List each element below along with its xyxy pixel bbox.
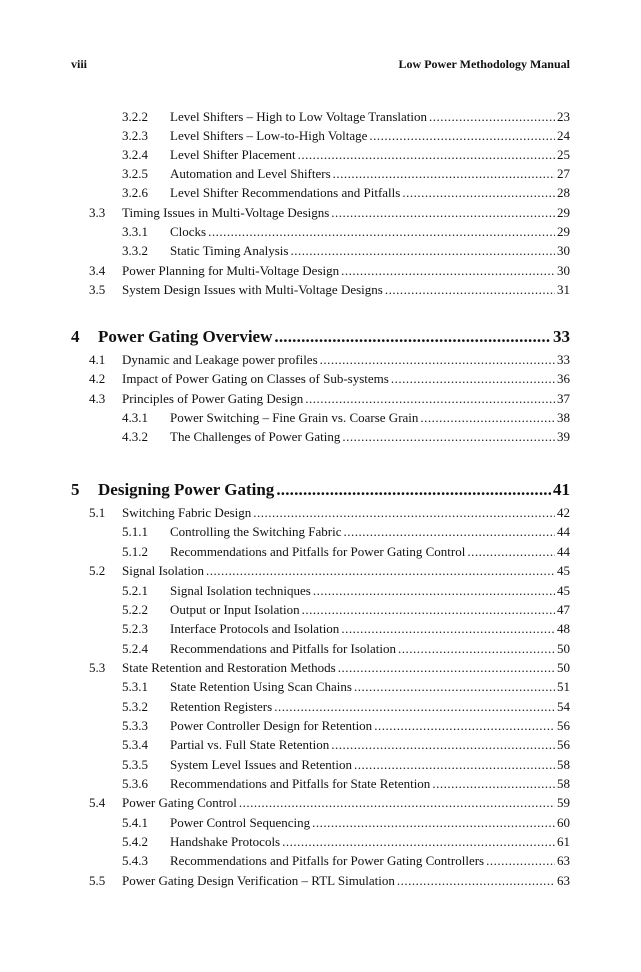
toc-entry	[122, 776, 570, 792]
toc-entry	[122, 109, 570, 125]
toc-entry-page: 33	[557, 352, 570, 367]
toc-entry-page: 48	[557, 621, 570, 636]
toc-entry-page: 30	[557, 263, 570, 278]
toc-entry-title: Clocks	[170, 224, 207, 239]
toc-entry-number: 3.4	[89, 263, 106, 278]
toc-entry-number: 3.2.5	[122, 166, 148, 181]
dot-leader	[302, 602, 555, 618]
toc-entry-title: System Design Issues with Multi-Voltage Designs	[122, 282, 383, 297]
toc-entry	[122, 147, 570, 163]
toc-entry-page: 41	[553, 480, 570, 499]
toc-entry-number: 5.4.3	[122, 853, 148, 868]
toc-entry-title: Recommendations and Pitfalls for Isolation	[170, 641, 397, 656]
toc-entry-title: Automation and Level Shifters	[170, 166, 331, 181]
toc-entry-number: 5	[71, 480, 80, 499]
toc-entry	[89, 282, 570, 298]
dot-leader	[298, 147, 555, 163]
dot-leader	[432, 776, 555, 792]
dot-leader	[312, 815, 555, 831]
toc-entry-number: 5.2.2	[122, 602, 148, 617]
toc-entry-number: 3.3	[89, 205, 106, 220]
toc-entry-page: 56	[557, 718, 570, 733]
toc-entry	[89, 263, 570, 279]
toc-entry-number: 5.2.4	[122, 641, 148, 656]
toc-entry-number: 5.3.4	[122, 737, 148, 752]
dot-leader	[354, 679, 555, 695]
dot-leader	[305, 391, 555, 407]
toc-entry-number: 4.1	[89, 352, 106, 367]
toc-entry-title: Handshake Protocols	[170, 834, 281, 849]
toc-entry-number: 5.2	[89, 563, 106, 578]
dot-leader	[313, 583, 555, 599]
toc-entry-number: 3.5	[89, 282, 106, 297]
toc-entry-number: 5.4	[89, 795, 106, 810]
toc-entry-number: 5.3	[89, 660, 106, 675]
toc-entry-number: 3.3.1	[122, 224, 148, 239]
toc-entry-page: 28	[557, 185, 570, 200]
dot-leader	[391, 371, 555, 387]
toc-entry-title: Output or Input Isolation	[170, 602, 300, 617]
toc-entry-page: 31	[557, 282, 570, 297]
toc-entry-number: 3.2.4	[122, 147, 148, 162]
toc-entry-title: System Level Issues and Retention	[170, 757, 352, 772]
toc-entry-page: 59	[557, 795, 570, 810]
toc-entry-number: 5.1	[89, 505, 106, 520]
toc-entry-title: Switching Fabric Design	[122, 505, 252, 520]
toc-entry-page: 37	[557, 391, 570, 406]
dot-leader	[420, 410, 555, 426]
toc-entry	[122, 641, 570, 657]
toc-entry-title: Level Shifter Placement	[170, 147, 296, 162]
toc-entry	[122, 185, 570, 201]
toc-entry	[122, 410, 570, 426]
toc-entry	[122, 602, 570, 618]
toc-entry-number: 5.1.2	[122, 544, 148, 559]
dot-leader	[369, 128, 555, 144]
toc-entry-title: Power Controller Design for Retention	[170, 718, 373, 733]
toc-entry-page: 27	[557, 166, 570, 181]
toc-entry-number: 4.3.2	[122, 429, 148, 444]
toc-entry-title: Power Gating Design Verification – RTL Simulation	[122, 873, 395, 888]
toc-entry-title: Signal Isolation techniques	[170, 583, 311, 598]
toc-entry-title: The Challenges of Power Gating	[170, 429, 341, 444]
toc-entry	[89, 205, 570, 221]
toc-entry-title: Principles of Power Gating Design	[122, 391, 304, 406]
toc-entry-page: 58	[557, 757, 570, 772]
dot-leader	[276, 479, 551, 501]
toc-entry	[122, 834, 570, 850]
toc-entry-title: Power Switching – Fine Grain vs. Coarse Grain	[170, 410, 419, 425]
toc-entry-title: Timing Issues in Multi-Voltage Designs	[122, 205, 330, 220]
toc-entry-title: Recommendations and Pitfalls for State Retention	[170, 776, 431, 791]
dot-leader	[239, 795, 555, 811]
toc-entry-title: State Retention and Restoration Methods	[122, 660, 336, 675]
toc-entry-number: 5.1.1	[122, 524, 148, 539]
toc-entry-page: 29	[557, 205, 570, 220]
dot-leader	[397, 873, 555, 889]
dot-leader	[402, 185, 555, 201]
toc-entry-page: 42	[557, 505, 570, 520]
toc-entry-title: Power Control Sequencing	[170, 815, 311, 830]
dot-leader	[290, 243, 555, 259]
dot-leader	[338, 660, 555, 676]
toc-entry-number: 5.5	[89, 873, 106, 888]
toc-entry	[89, 505, 570, 521]
toc-entry-number: 5.2.3	[122, 621, 148, 636]
toc-entry-page: 63	[557, 873, 570, 888]
toc-entry-title: Recommendations and Pitfalls for Power Gating Controllers	[170, 853, 485, 868]
toc-entry	[122, 853, 570, 869]
toc-entry-title: Dynamic and Leakage power profiles	[122, 352, 318, 367]
dot-leader	[341, 263, 555, 279]
toc-entry-page: 45	[557, 583, 570, 598]
toc-entry-number: 5.3.2	[122, 699, 148, 714]
toc-entry-page: 51	[557, 679, 570, 694]
dot-leader	[320, 352, 555, 368]
toc-entry-number: 3.2.3	[122, 128, 148, 143]
dot-leader	[331, 205, 555, 221]
toc-entry	[122, 815, 570, 831]
toc-entry-title: Static Timing Analysis	[170, 243, 289, 258]
toc-entry-page: 45	[557, 563, 570, 578]
dot-leader	[342, 429, 555, 445]
toc-entry-title: Level Shifters – High to Low Voltage Translation	[170, 109, 427, 124]
toc-entry-page: 47	[557, 602, 570, 617]
toc-entry-page: 60	[557, 815, 570, 830]
toc-entry	[89, 371, 570, 387]
toc-entry-page: 29	[557, 224, 570, 239]
toc-entry	[122, 737, 570, 753]
toc-entry-number: 5.3.3	[122, 718, 148, 733]
toc-entry	[89, 795, 570, 811]
dot-leader	[333, 166, 555, 182]
toc-entry-title: Signal Isolation	[122, 563, 204, 578]
running-title: Low Power Methodology Manual	[398, 57, 570, 71]
toc-entry-page: 44	[557, 524, 570, 539]
dot-leader	[341, 621, 555, 637]
toc-entry	[122, 718, 570, 734]
toc-entry-page: 25	[557, 147, 570, 162]
dot-leader	[354, 757, 555, 773]
dot-leader	[206, 563, 555, 579]
toc-entry-number: 5.3.6	[122, 776, 148, 791]
toc-entry-title: Interface Protocols and Isolation	[170, 621, 340, 636]
toc-entry-page: 61	[557, 834, 570, 849]
toc-entry-title: Power Gating Overview	[98, 327, 273, 346]
toc-entry	[122, 679, 570, 695]
toc-entry-page: 44	[557, 544, 570, 559]
toc-entry-number: 3.3.2	[122, 243, 148, 258]
toc-entry	[89, 873, 570, 889]
toc-entry-number: 4.2	[89, 371, 106, 386]
toc-entry-page: 56	[557, 737, 570, 752]
toc-entry-page: 63	[557, 853, 570, 868]
dot-leader	[385, 282, 555, 298]
dot-leader	[331, 737, 555, 753]
toc-entry-number: 5.3.1	[122, 679, 148, 694]
dot-leader	[398, 641, 555, 657]
toc-entry-number: 5.3.5	[122, 757, 148, 772]
toc-chapter-entry	[71, 479, 570, 501]
toc-entry-page: 58	[557, 776, 570, 791]
toc-entry	[89, 563, 570, 579]
toc-entry-page: 54	[557, 699, 570, 714]
toc-entry	[122, 583, 570, 599]
toc-entry-page: 36	[557, 371, 570, 386]
toc-entry-number: 4	[71, 327, 80, 346]
dot-leader	[282, 834, 555, 850]
toc-entry-page: 30	[557, 243, 570, 258]
toc-entry-title: Partial vs. Full State Retention	[170, 737, 330, 752]
toc-entry	[122, 243, 570, 259]
toc-entry	[122, 544, 570, 560]
toc-chapter-entry	[71, 326, 570, 348]
toc-entry-page: 50	[557, 641, 570, 656]
toc-entry	[89, 660, 570, 676]
toc-entry	[122, 166, 570, 182]
toc-entry-page: 33	[553, 327, 570, 346]
toc-entry	[89, 352, 570, 368]
toc-entry	[122, 429, 570, 445]
toc-entry	[122, 524, 570, 540]
toc-entry-page: 23	[557, 109, 570, 124]
dot-leader	[374, 718, 555, 734]
toc-entry	[122, 699, 570, 715]
toc-entry-title: Level Shifters – Low-to-High Voltage	[170, 128, 368, 143]
toc-entry-number: 5.4.2	[122, 834, 148, 849]
toc-entry-title: Impact of Power Gating on Classes of Sub-systems	[122, 371, 389, 386]
toc-entry-number: 3.2.2	[122, 109, 148, 124]
page-header	[71, 57, 570, 73]
dot-leader	[344, 524, 555, 540]
toc-entry-title: Retention Registers	[170, 699, 273, 714]
toc-entry-title: Controlling the Switching Fabric	[170, 524, 342, 539]
toc-entry-title: Recommendations and Pitfalls for Power Gating Control	[170, 544, 466, 559]
dot-leader	[274, 699, 555, 715]
toc-entry	[122, 128, 570, 144]
toc-entry-title: Power Gating Control	[122, 795, 237, 810]
toc-entry-number: 4.3.1	[122, 410, 148, 425]
toc-entry-page: 50	[557, 660, 570, 675]
toc-entry	[89, 391, 570, 407]
toc-entry-page: 24	[557, 128, 570, 143]
toc-entry-number: 5.2.1	[122, 583, 148, 598]
toc-entry	[122, 757, 570, 773]
toc-entry-page: 38	[557, 410, 570, 425]
dot-leader	[467, 544, 555, 560]
toc-entry	[122, 224, 570, 240]
toc-entry-number: 4.3	[89, 391, 106, 406]
toc-entry-number: 3.2.6	[122, 185, 148, 200]
dot-leader	[274, 326, 551, 348]
toc-entry-page: 39	[557, 429, 570, 444]
toc-entry-title: Designing Power Gating	[98, 480, 275, 499]
toc-entry	[122, 621, 570, 637]
dot-leader	[208, 224, 555, 240]
dot-leader	[486, 853, 555, 869]
page-number: viii	[71, 57, 88, 71]
toc-entry-title: State Retention Using Scan Chains	[170, 679, 352, 694]
dot-leader	[429, 109, 555, 125]
toc-entry-number: 5.4.1	[122, 815, 148, 830]
toc-entry-title: Level Shifter Recommendations and Pitfalls	[170, 185, 401, 200]
toc-entry-title: Power Planning for Multi-Voltage Design	[122, 263, 340, 278]
dot-leader	[253, 505, 555, 521]
